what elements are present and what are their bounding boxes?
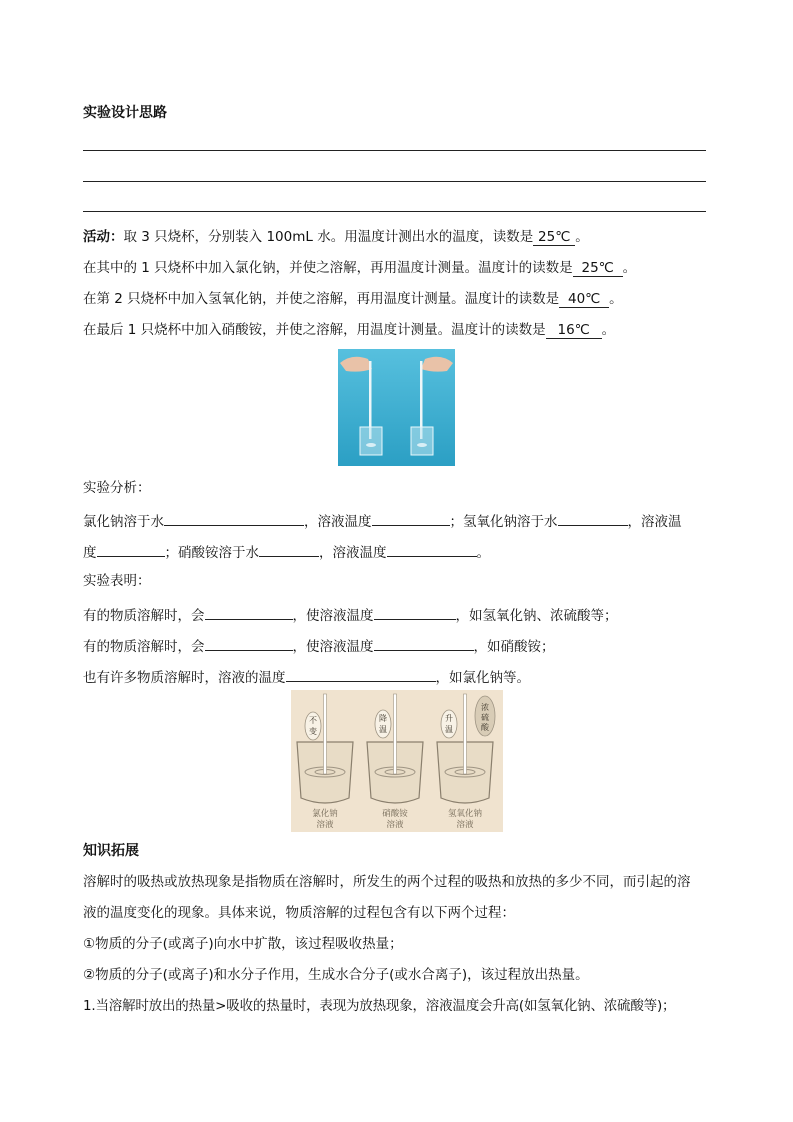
knowledge-rule-1: 1.当溶解时放出的热量>吸收的热量时，表现为放热现象，溶液温度会升高(如氢氧化钠、浓硫酸等)； <box>83 998 676 1014</box>
answer-line-2 <box>83 181 706 182</box>
fill-blank[interactable] <box>374 603 456 620</box>
fill-blank[interactable] <box>205 634 293 651</box>
caption-nh4no3-2: 溶液 <box>386 820 404 830</box>
conclusion-line-3 <box>83 665 530 687</box>
conclusion-text: 有的物质溶解时，会 <box>83 639 205 655</box>
fill-blank[interactable] <box>205 603 293 620</box>
conclusion-text: ，如硝酸铵； <box>473 639 555 655</box>
conclusion-text: ，使溶液温度 <box>292 639 374 655</box>
caption-nacl-1: 氯化钠 <box>312 809 338 819</box>
tag-acid-2: 硫 <box>481 713 489 722</box>
fill-blank[interactable] <box>387 540 477 557</box>
analysis-text: ，溶液温 <box>627 514 682 530</box>
analysis-text: ，溶液温度 <box>319 545 387 561</box>
fill-blank[interactable] <box>259 540 319 557</box>
tag-unchanged-2: 变 <box>309 727 317 736</box>
answer-line-3 <box>83 211 706 212</box>
conclusion-text: 也有许多物质溶解时，溶液的温度 <box>83 670 286 686</box>
activity-label: 活动： <box>83 229 124 245</box>
knowledge-paragraph-1: 溶解时的吸热或放热现象是指物质在溶解时，所发生的两个过程的吸热和放热的多少不同，而引起的溶 <box>83 874 691 890</box>
activity-line-2 <box>83 259 636 277</box>
conclusion-heading: 实验表明： <box>83 573 151 589</box>
answer-line-1 <box>83 150 706 151</box>
section-title: 实验设计思路 <box>83 105 167 121</box>
caption-naoh-1: 氢氧化钠 <box>447 809 483 819</box>
beakers-figure <box>291 690 503 832</box>
fill-blank[interactable] <box>97 540 165 557</box>
analysis-line-1 <box>83 509 682 531</box>
fill-blank[interactable] <box>374 634 474 651</box>
reading-3: 40℃ <box>559 291 609 308</box>
conclusion-text: ，如氢氧化钠、浓硫酸等； <box>455 608 618 624</box>
analysis-heading: 实验分析： <box>83 480 151 496</box>
activity-text-4: 在最后 1 只烧杯中加入硝酸铵，并使之溶解，用温度计测量。温度计的读数是 <box>83 322 546 338</box>
activity-end-1: 。 <box>575 229 589 245</box>
caption-nh4no3-1: 硝酸铵 <box>382 809 408 819</box>
activity-end-4: 。 <box>601 322 616 338</box>
tag-heat-2: 温 <box>445 725 453 734</box>
activity-text-1: 取 3 只烧杯，分别装入 100mL 水。用温度计测出水的温度，读数是 <box>123 229 534 245</box>
experiment-photo <box>338 349 455 466</box>
analysis-text: ；氢氧化钠溶于水 <box>449 514 558 530</box>
knowledge-point-2: ②物质的分子(或离子)和水分子作用，生成水合分子(或水合离子)，该过程放出热量。 <box>83 967 589 983</box>
beakers-diagram <box>291 690 503 832</box>
activity-line-3 <box>83 290 623 308</box>
activity-line-4 <box>83 321 615 339</box>
conclusion-text: ，使溶液温度 <box>292 608 374 624</box>
caption-nacl-2: 溶液 <box>316 820 334 830</box>
fill-blank[interactable] <box>164 509 304 526</box>
conclusion-text: 有的物质溶解时，会 <box>83 608 205 624</box>
reading-2: 25℃ <box>573 260 623 277</box>
conclusion-line-1 <box>83 603 618 625</box>
fill-blank[interactable] <box>286 665 436 682</box>
knowledge-title: 知识拓展 <box>83 843 139 859</box>
knowledge-paragraph-2: 液的温度变化的现象。具体来说，物质溶解的过程包含有以下两个过程： <box>83 905 515 921</box>
activity-end-3: 。 <box>609 291 623 307</box>
caption-naoh-2: 溶液 <box>456 820 474 830</box>
activity-text-2: 在其中的 1 只烧杯中加入氯化钠，并使之溶解，再用温度计测量。温度计的读数是 <box>83 260 573 276</box>
reading-1: 25℃ <box>533 229 575 246</box>
tag-cool-1: 降 <box>379 714 387 723</box>
tag-heat-1: 升 <box>445 714 453 723</box>
conclusion-line-2 <box>83 634 555 656</box>
tag-acid-1: 浓 <box>481 703 489 712</box>
analysis-text: 度 <box>83 545 97 561</box>
tag-acid-3: 酸 <box>481 723 489 732</box>
activity-end-2: 。 <box>622 260 637 276</box>
tag-unchanged-1: 不 <box>309 716 317 725</box>
analysis-text: 。 <box>476 545 490 561</box>
reading-4: 16℃ <box>546 322 602 339</box>
analysis-text: 氯化钠溶于水 <box>83 514 164 530</box>
knowledge-point-1: ①物质的分子(或离子)向水中扩散，该过程吸收热量； <box>83 936 403 952</box>
analysis-line-2 <box>83 540 490 562</box>
fill-blank[interactable] <box>558 509 628 526</box>
activity-text-3: 在第 2 只烧杯中加入氢氧化钠，并使之溶解，再用温度计测量。温度计的读数是 <box>83 291 560 307</box>
tag-cool-2: 温 <box>379 725 387 734</box>
analysis-text: ，溶液温度 <box>304 514 372 530</box>
conclusion-text: ，如氯化钠等。 <box>435 670 530 686</box>
fill-blank[interactable] <box>372 509 450 526</box>
analysis-text: ；硝酸铵溶于水 <box>164 545 259 561</box>
thermometer-photo-illustration <box>338 349 455 466</box>
activity-line-1 <box>83 228 589 246</box>
